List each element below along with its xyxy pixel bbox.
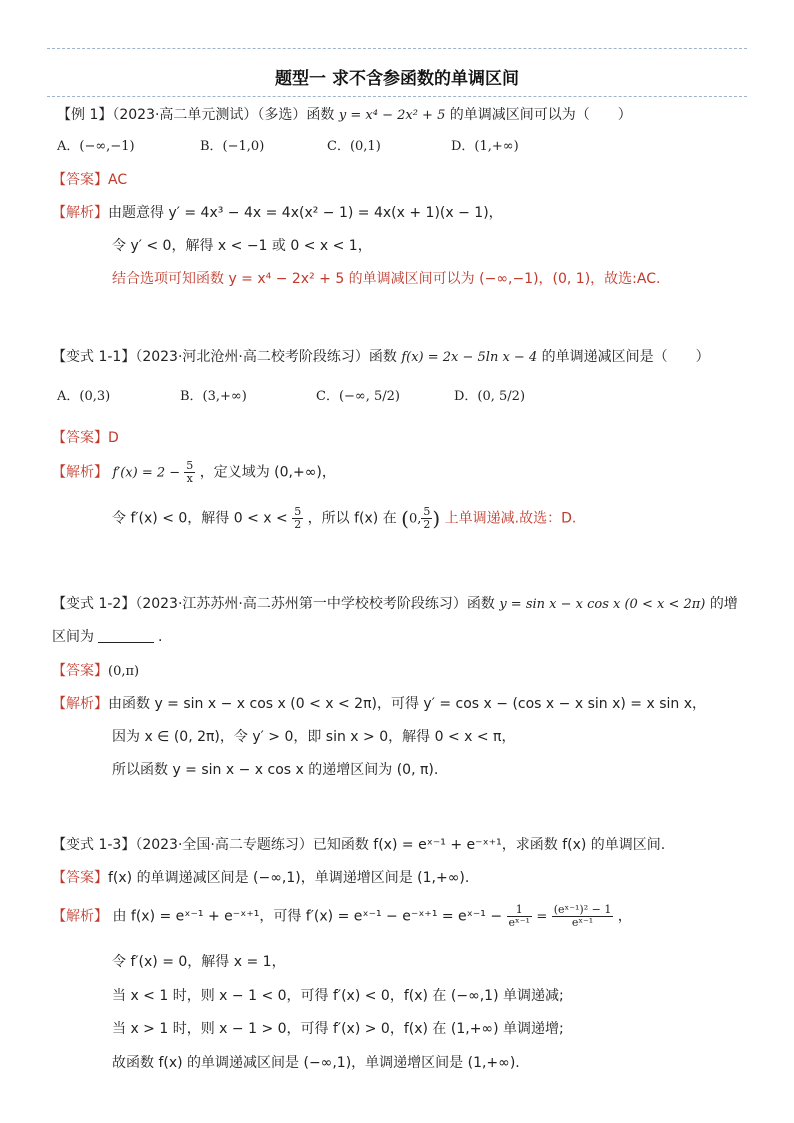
question-tail: 的增 xyxy=(709,596,738,612)
option-b: B．(3,+∞) xyxy=(180,389,247,404)
function-expression: f(x) = 2x − 5ln x − 4 xyxy=(401,350,538,365)
variant12-question-line2: 区间为 . xyxy=(52,629,163,645)
variant13-analysis-4: 当 x > 1 时，则 x − 1 > 0，可得 f′(x) > 0，f(x) 在 (1,+∞) 单调递增; xyxy=(112,1021,564,1037)
variant11-analysis-2: 令 f′(x) < 0，解得 0 < x < $\frac{5}{2}$ ，所以 f(x) 在 (0, $\frac{5}{2}$ ) 上单调递减.故选：D. xyxy=(112,505,577,531)
analysis-line: 由函数 y = sin x − x cos x (0 < x < 2π)，可得 y′ = cos x − (cos x − x sin x) = x sin x， xyxy=(108,696,706,712)
variant13-analysis-1: 【解析】 由 f(x) = eˣ⁻¹ + e⁻ˣ⁺¹，可得 f′(x) = eˣ⁻¹ − e⁻ˣ⁺¹ = eˣ⁻¹ − $\frac{1}{\text{eˣ⁻¹}}$ = $\frac{\text{(eˣ⁻¹)² − 1}}{\text{eˣ⁻¹}}$ ， xyxy=(52,903,632,929)
fraction-5-over-2: $\frac{5}{2}$ xyxy=(294,505,302,531)
option-c: C．(0,1) xyxy=(327,139,381,154)
answer-tag: 【答案】 xyxy=(52,172,108,188)
function-expression: y = x⁴ − 2x² + 5 xyxy=(338,108,446,123)
question-text: 【变式 1-2】（2023·江苏苏州·高二苏州第一中学校校考阶段练习）函数 xyxy=(52,596,495,612)
variant11-question xyxy=(52,346,710,366)
section-title: 题型一 求不含参函数的单调区间 xyxy=(275,69,519,89)
derivative-expr: f′(x) = 2 − xyxy=(112,465,185,481)
variant12-answer xyxy=(52,660,139,680)
option-b: B．(−1,0) xyxy=(200,139,265,154)
question-text: 【变式 1-1】（2023·河北沧州·高二校考阶段练习）函数 xyxy=(52,349,397,365)
choice-text: 上单调递减.故选：D. xyxy=(444,510,577,527)
option-a: A．(0,3) xyxy=(57,389,111,404)
answer-value: f(x) 的单调递减区间是 (−∞,1)，单调递增区间是 (1,+∞). xyxy=(108,870,470,886)
answer-value: D xyxy=(108,430,119,446)
variant12-question xyxy=(52,593,738,613)
example1-analysis-1 xyxy=(52,202,503,222)
answer-value: AC xyxy=(108,172,128,188)
answer-blank xyxy=(98,642,154,643)
variant12-analysis-2: 因为 x ∈ (0, 2π)，令 y′ > 0，即 sin x > 0，解得 0 < x < π， xyxy=(112,729,516,745)
analysis-line: 由题意得 y′ = 4x³ − 4x = 4x(x² − 1) = 4x(x + 1)(x − 1)， xyxy=(108,205,503,221)
analysis-tag: 【解析】 xyxy=(52,908,108,925)
derivative-expr: 由 f(x) = eˣ⁻¹ + e⁻ˣ⁺¹，可得 f′(x) = eˣ⁻¹ − e⁻ˣ⁺¹ = eˣ⁻¹ − xyxy=(112,908,507,925)
option-d: D．(0, 5/2) xyxy=(454,389,526,404)
fraction-5-over-2: $\frac{5}{2}$ xyxy=(423,505,431,531)
analysis-tag: 【解析】 xyxy=(52,696,108,712)
variant12-analysis-3: 所以函数 y = sin x − x cos x 的递增区间为 (0, π). xyxy=(112,762,439,778)
question-text: 区间为 xyxy=(52,629,94,645)
title-dashed-rule xyxy=(47,96,747,97)
example1-question xyxy=(57,104,632,124)
answer-value: (0,π) xyxy=(108,664,140,679)
answer-tag: 【答案】 xyxy=(52,430,108,446)
option-d: D．(1,+∞) xyxy=(451,139,519,154)
equals-sign: = xyxy=(536,909,548,925)
question-tail: 的单调递减区间是（ ） xyxy=(541,349,710,365)
example1-answer xyxy=(52,169,127,189)
example1-analysis-2: 令 y′ < 0，解得 x < −1 或 0 < x < 1， xyxy=(112,238,372,254)
domain-text: ，定义域为 (0,+∞)， xyxy=(199,464,336,481)
top-dashed-rule xyxy=(47,48,747,49)
fraction-1-over-e: $\frac{1}{\text{eˣ⁻¹}}$ xyxy=(508,903,530,929)
variant11-answer xyxy=(52,427,119,447)
analysis-tag: 【解析】 xyxy=(52,464,108,481)
option-c: C．(−∞, 5/2) xyxy=(316,389,400,404)
variant13-analysis-3: 当 x < 1 时，则 x − 1 < 0，可得 f′(x) < 0，f(x) 在 (−∞,1) 单调递减; xyxy=(112,988,564,1004)
analysis-tag: 【解析】 xyxy=(52,205,108,221)
variant12-analysis-1 xyxy=(52,693,706,713)
variant13-analysis-5: 故函数 f(x) 的单调递减区间是 (−∞,1)，单调递增区间是 (1,+∞). xyxy=(112,1055,520,1071)
variant13-answer xyxy=(52,867,469,887)
fraction-derivative: $\frac{\text{(eˣ⁻¹)² − 1}}{\text{eˣ⁻¹}}$ xyxy=(553,903,612,929)
variant11-analysis-1 xyxy=(52,460,336,485)
example1-analysis-3: 结合选项可知函数 y = x⁴ − 2x² + 5 的单调减区间可以为 (−∞,−1)，(0, 1)，故选:AC. xyxy=(112,271,661,287)
fraction-5-over-x: $\frac{5}{x}$ xyxy=(186,459,194,485)
answer-tag: 【答案】 xyxy=(52,870,108,886)
function-expression: y = sin x − x cos x (0 < x < 2π) xyxy=(499,597,706,612)
variant13-question: 【变式 1-3】（2023·全国·高二专题练习）已知函数 f(x) = eˣ⁻¹ + e⁻ˣ⁺¹，求函数 f(x) 的单调区间. xyxy=(52,837,666,853)
interval-bracket: ( xyxy=(401,506,409,531)
inequality-text: 令 f′(x) < 0，解得 0 < x < xyxy=(112,510,293,527)
variant13-analysis-2: 令 f′(x) = 0，解得 x = 1， xyxy=(112,954,286,970)
question-text: 【例 1】（2023·高二单元测试）（多选）函数 xyxy=(57,107,335,123)
option-a: A．(−∞,−1) xyxy=(57,139,135,154)
conclusion-text: ，所以 f(x) 在 xyxy=(307,510,397,527)
answer-tag: 【答案】 xyxy=(52,663,108,679)
question-tail: 的单调减区间可以为（ ） xyxy=(449,107,632,123)
